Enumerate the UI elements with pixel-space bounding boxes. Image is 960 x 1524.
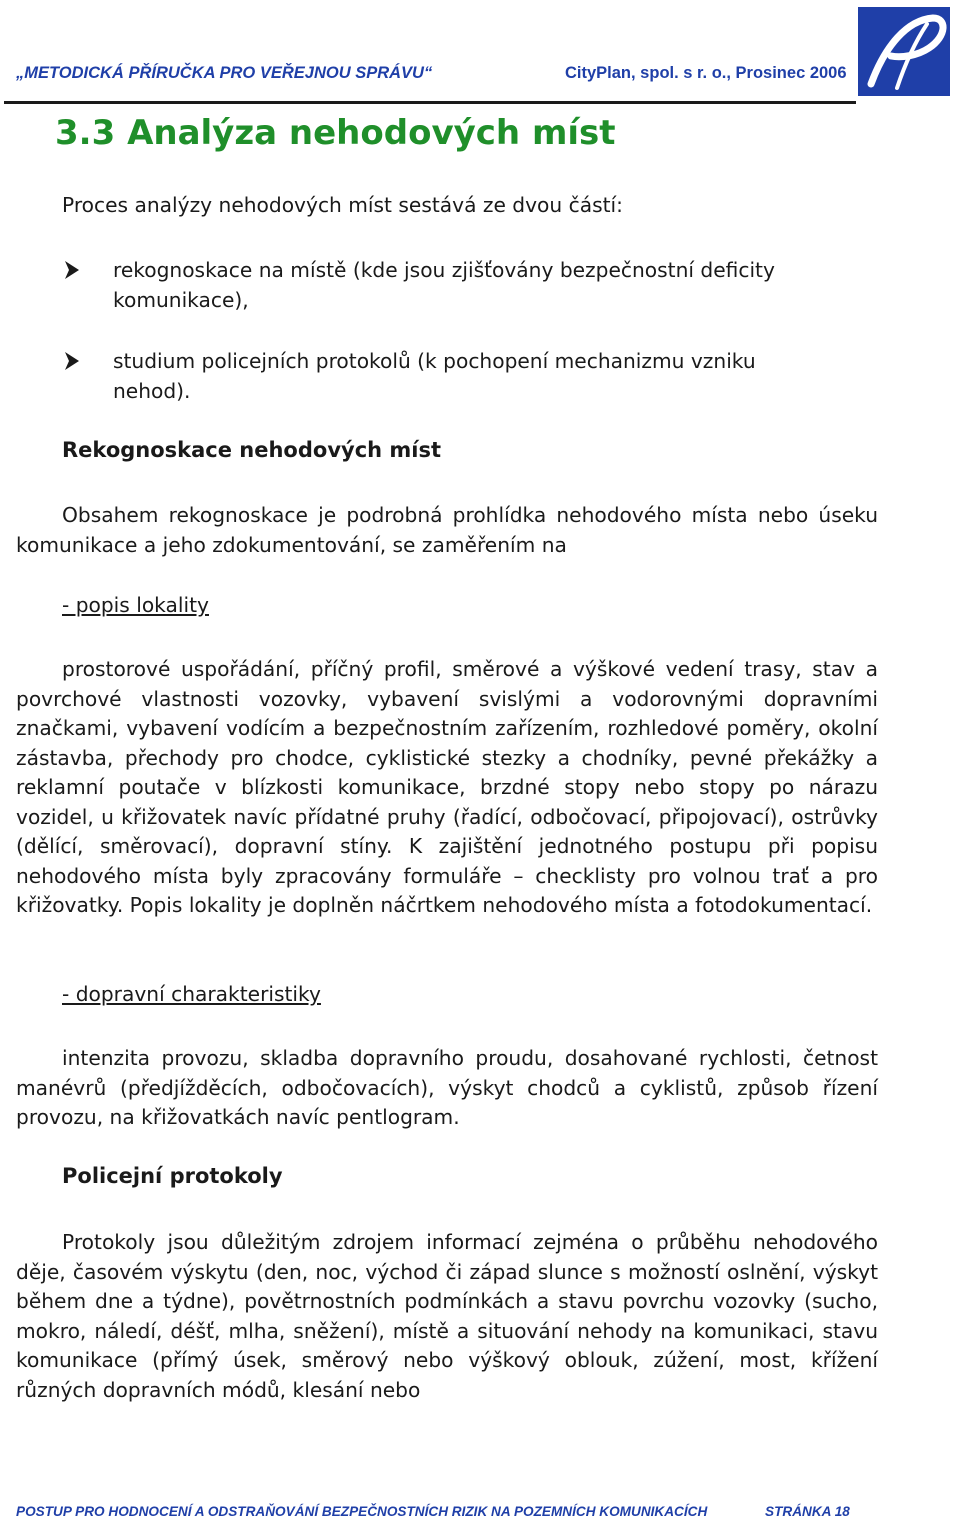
paragraph-policejni-protokoly: Protokoly jsou důležitým zdrojem informací zejména o průběhu nehodového děje, časovém výskytu (den, noc, východ či západ slunce s možností oslnění, výskyt během dne a týdne), povětrnostních podmínkách a stavu povrchu vozovky (sucho, mokro, náledí, déšť, mlha, sněžení), místě a situování nehody na komunikaci, stavu komunikace (přímý úsek, směrový nebo výškový oblouk, zúžení, most, křížení různých dopravních módů, klesání nebo bbox=[16, 1230, 878, 1402]
heading-rekognoskace: Rekognoskace nehodových míst bbox=[62, 438, 442, 462]
cityplan-logo-icon bbox=[857, 6, 951, 97]
header-divider bbox=[4, 101, 856, 104]
list-item-line: studium policejních protokolů (k pochopení mechanizmu vzniku bbox=[113, 349, 756, 373]
header-document-title: „METODICKÁ PŘÍRUČKA PRO VEŘEJNOU SPRÁVU“ bbox=[16, 64, 433, 82]
list-item-line: komunikace), bbox=[113, 287, 249, 312]
paragraph-popis-lokality: prostorové uspořádání, příčný profil, směrové a výškové vedení trasy, stav a povrchové vlastnosti vozovky, vybavení svislými a vodorovnými dopravními značkami, vybavení vodícím a bezpečnostním zařízením, rozhledové poměry, okolní zástavba, přechody pro chodce, cyklistické stezky a chodníky, pevné překážky a reklamní poutače v blízkosti komunikace, brzdné stopy nebo stopy po nárazu vozidel, u křižovatek navíc přídatné pruhy (řadící, odbočovací, připojovací), ostrůvky (dělící, směrovací), dopravní stíny. K zajištění jednotného postupu při popisu nehodového místa byly zpracovány formuláře – checklisty pro volnou trať a pro křižovatky. Popis lokality je doplněn náčrtkem nehodového místa a fotodokumentací. bbox=[16, 657, 878, 917]
heading-policejni-protokoly: Policejní protokoly bbox=[62, 1164, 283, 1188]
paragraph-rekognoskace: Obsahem rekognoskace je podrobná prohlídka nehodového místa nebo úseku komunikace a jeho zdokumentování, se zaměřením na bbox=[16, 503, 878, 557]
list-item-line: nehod). bbox=[113, 378, 191, 403]
footer-document-title: POSTUP PRO HODNOCENÍ A ODSTRAŇOVÁNÍ BEZPEČNOSTNÍCH RIZIK NA POZEMNÍCH KOMUNIKACÍCH bbox=[16, 1504, 708, 1519]
header-publisher-date: CityPlan, spol. s r. o., Prosinec 2006 bbox=[565, 64, 847, 82]
list-item bbox=[62, 347, 878, 406]
paragraph-dopravni-charakteristiky: intenzita provozu, skladba dopravního proudu, dosahované rychlosti, četnost manévrů (předjížděcích, odbočovacích), výskyt chodců a cyklistů, způsob řízení provozu, na křižovatkách navíc pentlogram. bbox=[16, 1046, 878, 1129]
intro-text: Proces analýzy nehodových míst sestává ze dvou částí: bbox=[62, 193, 623, 217]
subheading-popis-lokality: - popis lokality bbox=[62, 593, 209, 617]
footer-page-number: STRÁNKA 18 bbox=[765, 1504, 850, 1519]
subheading-dopravni-charakteristiky: - dopravní charakteristiky bbox=[62, 982, 321, 1006]
section-title: 3.3 Analýza nehodových míst bbox=[55, 113, 616, 153]
list-item bbox=[62, 256, 878, 315]
list-item-line: rekognoskace na místě (kde jsou zjišťovány bezpečnostní deficity bbox=[113, 258, 775, 282]
arrow-bullet-icon bbox=[62, 258, 82, 282]
arrow-bullet-icon bbox=[62, 349, 82, 373]
